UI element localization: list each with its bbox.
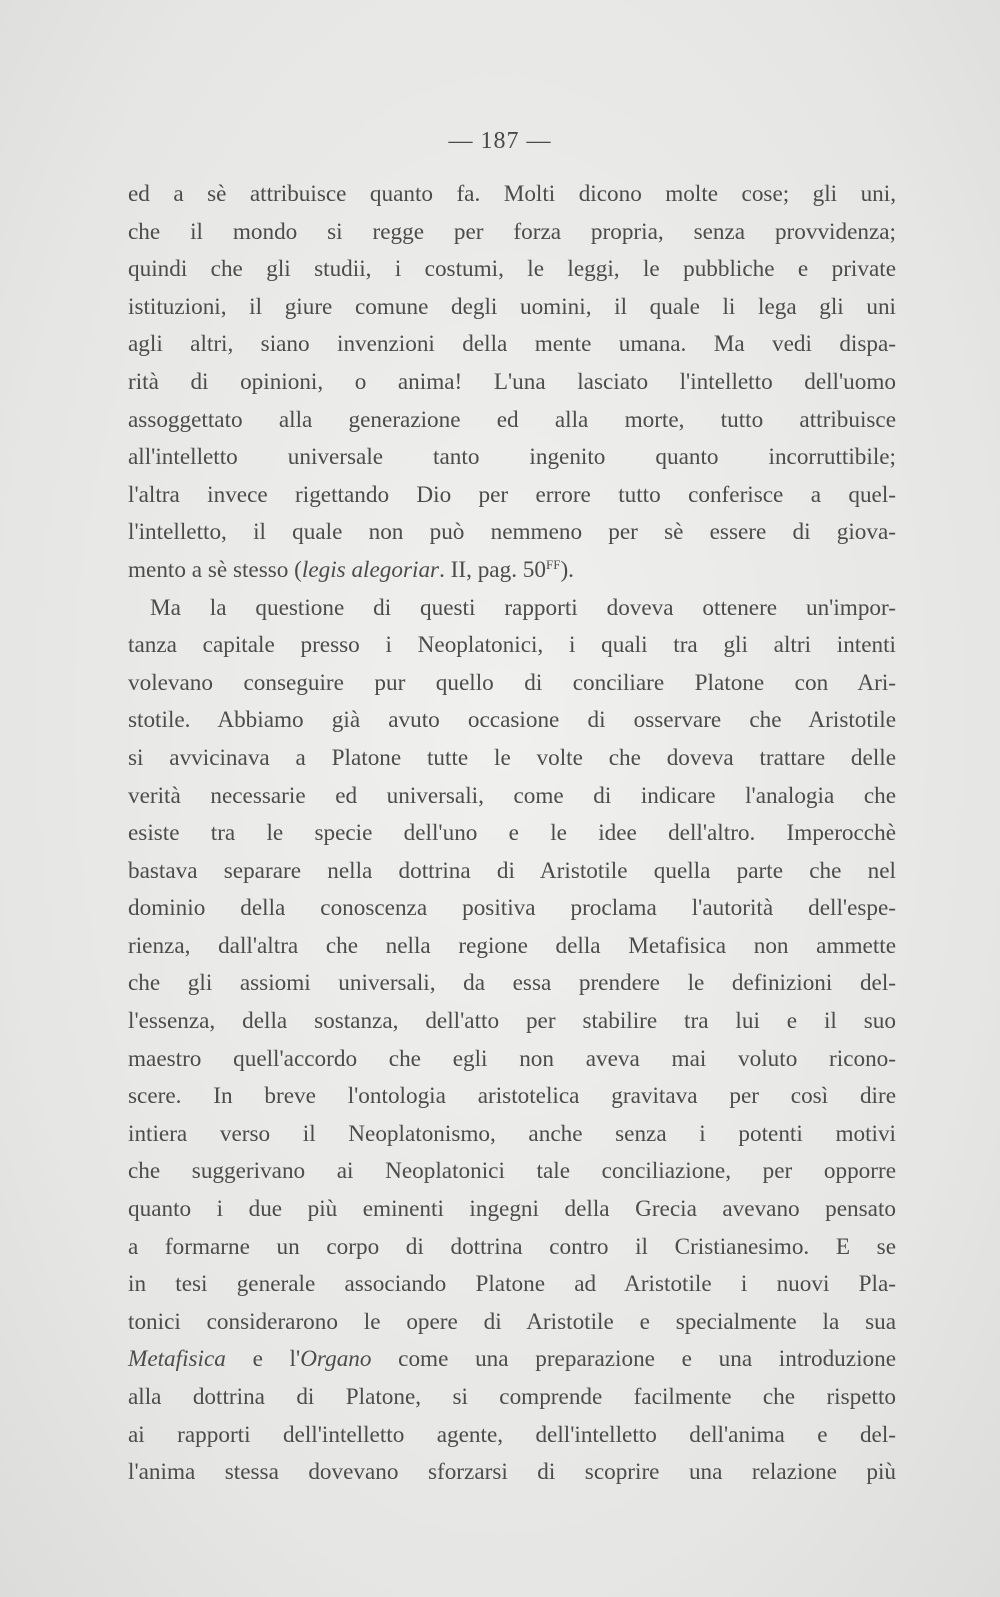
text-line [128,1116,896,1154]
body-text [128,176,896,1492]
text-segment: bastava separare nella dottrina di Aristotile quella parte che nel [128,857,896,884]
text-segment: che suggerivano ai Neoplatonici tale conciliazione, per opporre [128,1158,896,1185]
text-line [128,251,896,289]
text-segment: ai rapporti dell'intelletto agente, dell'intelletto dell'anima e del- [128,1421,896,1448]
text-segment: intiera verso il Neoplatonismo, anche senza i potenti motivi [128,1120,896,1147]
text-segment: e l' [225,1346,301,1373]
text-line [128,326,896,364]
text-line [128,402,896,440]
text-segment: l'altra invece rigettando Dio per errore tutto conferisce a quel- [128,481,896,508]
text-line [128,289,896,327]
text-segment: alla dottrina di Platone, si comprende facilmente che rispetto [128,1384,896,1410]
text-segment: si avvicinava a Platone tutte le volte che doveva trattare delle [128,744,896,771]
text-segment: . II, pag. 50 [439,556,546,583]
italic-title: Organo [300,1346,372,1373]
text-segment: quanto i due più eminenti ingegni della Grecia avevano pensato [128,1196,896,1223]
text-line [128,1078,896,1116]
text-line [128,176,896,214]
text-segment: dominio della conoscenza positiva proclama l'autorità dell'espe- [128,895,896,922]
text-line [128,439,896,477]
text-segment: tonici considerarono le opere di Aristotile e specialmente la sua [128,1308,896,1335]
text-line [128,1341,896,1379]
text-line [128,1153,896,1191]
text-line [128,627,896,665]
text-line [128,1417,896,1455]
text-segment: maestro quell'accordo che egli non aveva mai voluto ricono- [128,1045,896,1072]
text-segment: volevano conseguire pur quello di conciliare Platone con Ari- [128,669,896,696]
text-segment: l'anima stessa dovevano sforzarsi di scoprire una relazione più [128,1459,896,1486]
text-line [128,1003,896,1041]
text-line [128,815,896,853]
text-segment: l'essenza, della sostanza, dell'atto per stabilire tra lui e il suo [128,1008,896,1035]
text-segment: ed a sè attribuisce quanto fa. Molti dicono molte cose; gli uni, [128,181,896,207]
text-line [128,364,896,402]
text-segment: che il mondo si regge per forza propria, senza provvidenza; [128,218,896,245]
italic-title: Metafisica [128,1346,226,1373]
text-line [128,1041,896,1079]
text-segment: ). [560,556,574,583]
text-line [128,965,896,1003]
text-segment: tanza capitale presso i Neoplatonici, i quali tra gli altri intenti [128,632,896,659]
text-segment: l'intelletto, il quale non può nemmeno per sè essere di giova- [128,519,896,546]
text-line [128,890,896,928]
text-segment: istituzioni, il giure comune degli uomini, il quale li lega gli uni [128,293,896,320]
text-line [128,590,896,628]
text-segment: rienza, dall'altra che nella regione della Metafisica non ammette [128,932,896,959]
text-line [128,1266,896,1304]
text-line [128,778,896,816]
text-segment: assoggettato alla generazione ed alla morte, tutto attribuisce [128,406,896,433]
text-line [128,477,896,515]
text-segment: verità necessarie ed universali, come di indicare l'analogia che [128,782,896,809]
text-line [128,1304,896,1342]
text-segment: che gli assiomi universali, da essa prendere le definizioni del- [128,970,896,997]
text-line [128,1379,896,1417]
text-line [128,1191,896,1229]
text-line [128,1454,896,1492]
text-segment: in tesi generale associando Platone ad Aristotile i nuovi Pla- [128,1271,896,1298]
text-segment: esiste tra le specie dell'uno e le idee dell'altro. Imperocchè [128,820,896,847]
text-segment: stotile. Abbiamo già avuto occasione di osservare che Aristotile [128,707,896,734]
text-segment: a formarne un corpo di dottrina contro il Cristianesimo. E se [128,1233,896,1260]
text-line [128,740,896,778]
text-line [128,665,896,703]
page-number: — 187 — [448,128,552,154]
text-segment: quindi che gli studii, i costumi, le leggi, le pubbliche e private [128,256,896,283]
text-line [128,853,896,891]
italic-title: legis alegoriar [301,556,440,583]
text-segment: come una preparazione e una introduzione [371,1346,896,1373]
text-segment: Ma la questione di questi rapporti doveva ottenere un'impor- [150,594,896,621]
text-segment: mento a sè stesso ( [128,556,302,583]
text-line [128,214,896,252]
superscript: FF [545,556,561,572]
text-line [128,514,896,552]
text-line [128,702,896,740]
text-line [128,552,896,590]
text-segment: all'intelletto universale tanto ingenito quanto incorruttibile; [128,444,896,471]
text-line [128,928,896,966]
text-segment: agli altri, siano invenzioni della mente umana. Ma vedi dispa- [128,331,896,358]
text-segment: scere. In breve l'ontologia aristotelica gravitava per così dire [128,1083,896,1110]
text-segment: rità di opinioni, o anima! L'una lasciato l'intelletto dell'uomo [128,368,896,395]
text-line [128,1229,896,1267]
